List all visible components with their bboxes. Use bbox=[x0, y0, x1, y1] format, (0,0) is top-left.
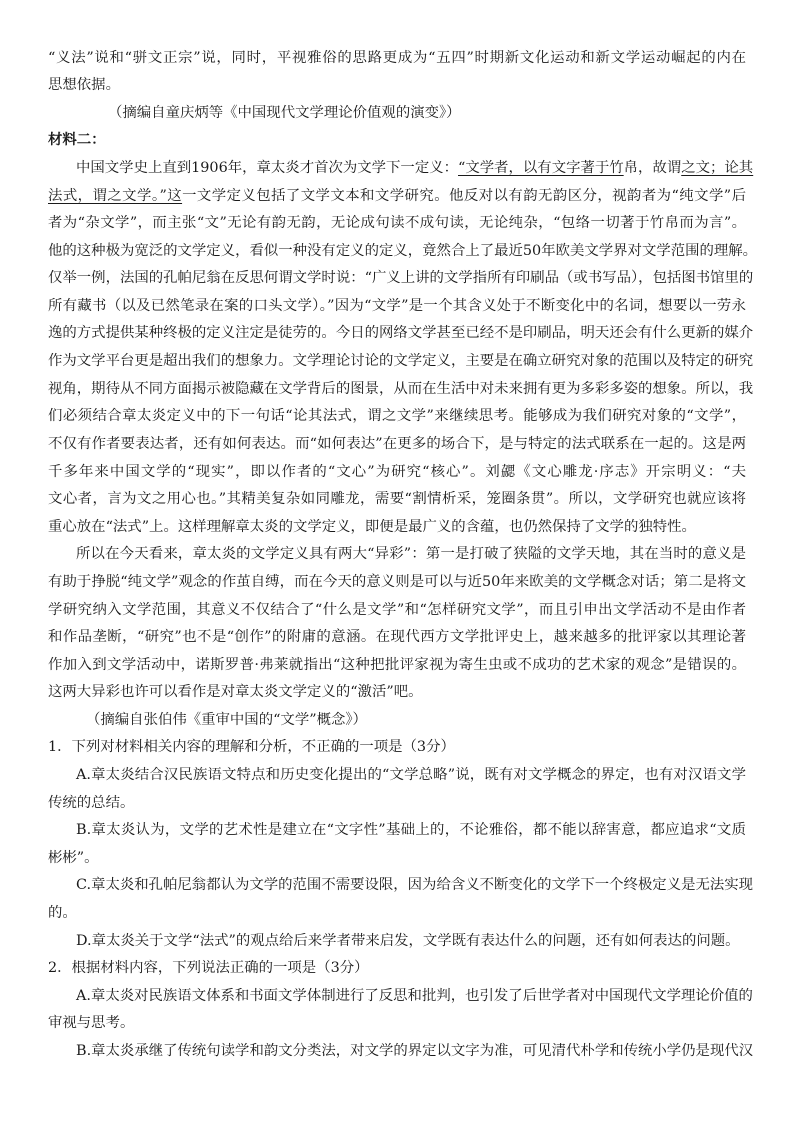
text-line bbox=[86, 710, 367, 730]
text-segment: 传统的总结。 bbox=[48, 795, 135, 811]
text-line bbox=[76, 931, 740, 951]
underlined-text: “文学者，以有文字著于竹 bbox=[458, 160, 624, 176]
text-segment: 2．根据材料内容，下列说法正确的一项是（3分） bbox=[48, 960, 369, 976]
text-line bbox=[48, 406, 746, 426]
text-line bbox=[48, 323, 754, 343]
text-segment: A.章太炎结合汉民族语文特点和历史变化提出的“文学总略”说，既有对文学概念的界定，也有对汉语文学 bbox=[76, 767, 746, 783]
text-segment: 思想依据。 bbox=[48, 77, 120, 93]
text-segment: 和作品垄断，“研究”也不是“创作”的附庸的意涵。在现代西方文学批评史上，越来越多的批评家以其理论著 bbox=[48, 629, 746, 645]
text-segment: 他的这种极为宽泛的文学定义，看似一种没有定义的定义，竟然合上了最近50年欧美文学界对文学范围的理解。 bbox=[48, 243, 758, 259]
text-segment: 不仅有作者要表达者，还有如何表达。而“如何表达”在更多的场合下，是与特定的法式联系在一起的。这是两 bbox=[48, 436, 746, 452]
text-line bbox=[48, 958, 369, 978]
text-segment: B.章太炎认为，文学的艺术性是建立在“文字性”基础上的，不论雅俗，都不能以辞害意，都应追求“文质 bbox=[76, 822, 746, 838]
text-segment: D.章太炎关于文学“法式”的观点给后来学者带来启发，文学既有表达什么的问题，还有如何表达的问题。 bbox=[76, 933, 740, 949]
text-segment: A.章太炎对民族语文体系和书面文学体制进行了反思和批判，也引发了后世学者对中国现代文学理论价值的 bbox=[76, 988, 753, 1004]
text-segment: 学研究纳入文学范围，其意义不仅结合了“什么是文学”和“怎样研究文学”，而且引申出文学活动不是由作者 bbox=[48, 602, 746, 618]
text-segment: 们必须结合章太炎定义中的下一句话“论其法式，谓之文学”来继续思考。能够成为我们研究对象的“文学”， bbox=[48, 408, 746, 424]
underlined-text: 之文；论其 bbox=[681, 160, 754, 176]
text-line bbox=[48, 186, 746, 206]
text-segment: （摘编自张伯伟《重审中国的“文学”概念》） bbox=[86, 712, 367, 728]
text-line bbox=[48, 737, 455, 757]
text-segment: 1．下列对材料相关内容的理解和分析，不正确的一项是（3分） bbox=[48, 739, 455, 755]
text-segment: 的。 bbox=[48, 905, 77, 921]
text-line bbox=[48, 213, 746, 233]
text-line bbox=[48, 462, 746, 482]
text-segment: 逸的方式提供某种终极的定义注定是徒劳的。今日的网络文学甚至已经不是印刷品，明天还会有什么更新的媒介 bbox=[48, 325, 754, 341]
text-segment: 千多年来中国文学的“现实”，即以作者的“文心”为研究“核心”。刘勰《文心雕龙·序志》开宗明义：“夫 bbox=[48, 464, 746, 480]
text-segment: C.章太炎和孔帕尼翁都认为文学的范围不需要设限，因为给含义不断变化的文学下一个终极定义是无法实现 bbox=[76, 877, 754, 893]
text-segment: 作加入到文学活动中，诺斯罗普·弗莱就指出“这种把批评家视为寄生虫或不成功的艺术家的观念”是错误的。 bbox=[48, 657, 746, 673]
text-line bbox=[48, 793, 134, 813]
text-line bbox=[76, 1041, 754, 1061]
text-line bbox=[48, 489, 746, 509]
text-line bbox=[48, 48, 746, 68]
text-segment: 一文学定义包括了文学文本和文学研究。他反对以有韵无韵区分，视韵者为“纯文学”后 bbox=[182, 188, 746, 204]
text-line bbox=[76, 875, 754, 895]
text-line bbox=[76, 986, 753, 1006]
text-segment: 有助于挣脱“纯文学”观念的作茧自缚，而在今天的意义则是可以与近50年来欧美的文学概念对话；第二是将文 bbox=[48, 574, 746, 590]
text-line bbox=[48, 572, 746, 592]
text-line bbox=[48, 517, 696, 537]
text-segment: 所以在今天看来，章太炎的文学定义具有两大“异彩”：第一是打破了狭隘的文学天地，其在当时的意义是 bbox=[76, 546, 746, 562]
text-segment: 仅举一例，法国的孔帕尼翁在反思何谓文学时说：“广义上讲的文学指所有印刷品（或书写品），包括图书馆里的 bbox=[48, 270, 754, 286]
text-segment: B.章太炎承继了传统句读学和韵文分类法，对文学的界定以文字为准，可见清代朴学和传统小学仍是现代汉 bbox=[76, 1043, 754, 1059]
text-segment: 帛，故谓 bbox=[623, 160, 682, 176]
text-line bbox=[48, 130, 106, 150]
text-line bbox=[48, 379, 754, 399]
text-line bbox=[108, 103, 461, 123]
text-segment: 视角，期待从不同方面揭示被隐藏在文学背后的图景，从而在生活中对未来拥有更为多彩多姿的想象。所以，我 bbox=[48, 381, 754, 397]
text-line bbox=[76, 544, 746, 564]
text-line bbox=[76, 820, 746, 840]
text-segment: 重心放在“法式”上。这样理解章太炎的文学定义，即便是最广义的含蕴，也仍然保持了文学的独特性。 bbox=[48, 519, 696, 535]
text-segment: 审视与思考。 bbox=[48, 1015, 135, 1031]
text-line bbox=[48, 600, 746, 620]
text-line bbox=[48, 75, 120, 95]
text-segment: 中国文学史上直到1906年，章太炎才首次为文学下一定义： bbox=[76, 160, 458, 176]
text-line bbox=[48, 655, 746, 675]
text-line bbox=[76, 158, 754, 178]
text-line bbox=[48, 682, 422, 702]
text-line bbox=[48, 1013, 134, 1033]
text-segment: 文心者，言为文之用心也。”其精美复杂如同雕龙，需要“割情析采，笼圈条贯”。所以，文学研究也就应该将 bbox=[48, 491, 746, 507]
text-line bbox=[48, 296, 746, 316]
underlined-text: 法式，谓之文学。”这 bbox=[48, 188, 183, 204]
text-segment: （摘编自童庆炳等《中国现代文学理论价值观的演变》） bbox=[108, 105, 461, 121]
text-line bbox=[48, 903, 77, 923]
text-segment: 材料二： bbox=[48, 131, 106, 148]
text-segment: 彬彬”。 bbox=[48, 850, 99, 866]
text-line bbox=[48, 351, 754, 371]
text-segment: 所有藏书（以及已然笔录在案的口头文学）。”因为“文学”是一个其含义处于不断变化中的名词，想要以一劳永 bbox=[48, 298, 746, 314]
text-line bbox=[76, 765, 746, 785]
text-line bbox=[48, 434, 746, 454]
text-line bbox=[48, 627, 746, 647]
text-segment: 作为文学平台更是超出我们的想象力。文学理论讨论的文学定义，主要是在确立研究对象的范围以及特定的研究 bbox=[48, 353, 754, 369]
text-line bbox=[48, 848, 99, 868]
text-segment: 者为“杂文学”，而主张“文”无论有韵无韵，无论成句读不成句读，无论纯杂，“包络一切著于竹帛而为言”。 bbox=[48, 215, 746, 231]
text-segment: “义法”说和“骈文正宗”说，同时，平视雅俗的思路更成为“五四”时期新文化运动和新文学运动崛起的内在 bbox=[48, 50, 746, 66]
text-line bbox=[48, 241, 758, 261]
text-segment: 这两大异彩也许可以看作是对章太炎文学定义的“激活”吧。 bbox=[48, 684, 423, 700]
text-line bbox=[48, 268, 754, 288]
